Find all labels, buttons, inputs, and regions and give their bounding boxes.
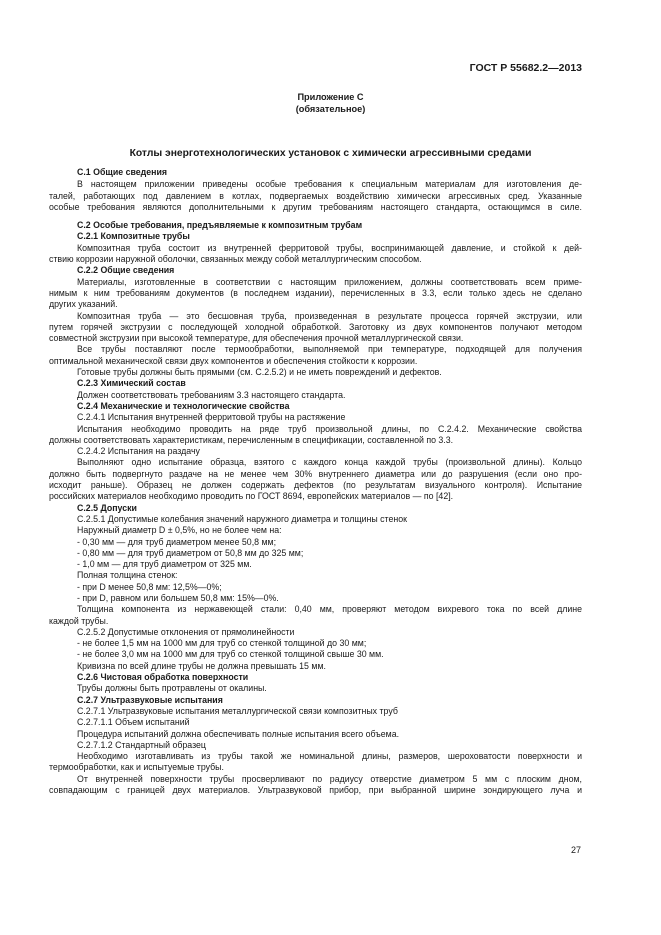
text-line: Трубы должны быть протравлены от окалины. — [77, 683, 267, 694]
body-text — [49, 167, 582, 796]
standard-header: ГОСТ Р 55682.2—2013 — [469, 62, 582, 74]
text-line: Полная толщина стенок: — [77, 570, 178, 581]
text-line: Наружный диаметр D ± 0,5%, но не более чем на: — [77, 525, 282, 536]
text-line: C.2.7.1 Ультразвуковые испытания металлургической связи композитных труб — [77, 705, 398, 716]
text-line: оптимальной механической связи двух компонентов и обеспечения стойкости к коррозии. — [49, 355, 418, 366]
text-line: Необходимо изготавливать из трубы такой же номинальной длины, размеров, шероховатости поверхности и — [77, 751, 582, 762]
text-line: Готовые трубы должны быть прямыми (см. С.2.5.2) и не иметь повреждений и дефектов. — [77, 367, 442, 378]
section-heading-line: C.2.1 Композитные трубы — [77, 231, 190, 242]
text-line: Процедура испытаний должна обеспечивать полные испытания всего объема. — [77, 728, 400, 739]
section-heading-line: C.2.6 Чистовая обработка поверхности — [77, 672, 249, 683]
section-heading-line: C.2.5 Допуски — [77, 502, 137, 513]
text-line: Выполняют одно испытание образца, взятого с каждого конца каждой трубы (произвольной длины). Кольцо — [77, 457, 582, 468]
text-line: C.2.7.1.2 Стандартный образец — [77, 739, 206, 750]
text-line: C.2.4.1 Испытания внутренней ферритовой трубы на растяжение — [77, 412, 346, 423]
text-line: должны соответствовать характеристикам, перечисленным в спецификации, составленной по 3.3. — [49, 434, 454, 445]
text-line: - 0,80 мм — для труб диаметром от 50,8 мм до 325 мм; — [77, 547, 304, 558]
text-line: - не более 1,5 мм на 1000 мм для труб со стенкой толщиной до 30 мм; — [77, 638, 367, 649]
text-line: - 1,0 мм — для труб диаметром от 325 мм. — [77, 559, 252, 570]
annex-type: (обязательное) — [295, 104, 366, 114]
text-line: особые требования являются дополнительными к другим требованиям настоящего стандарта, остающимся в силе. — [49, 201, 582, 212]
text-line: термообработки, как и испытуемые трубы. — [49, 762, 224, 773]
annex-title: Приложение С — [297, 92, 364, 102]
text-line: других указаний. — [49, 299, 118, 310]
text-line: Испытания необходимо проводить на ряде труб произвольной длины, по С.2.4.2. Механические свойства — [77, 423, 582, 434]
text-line: C.2.4.2 Испытания на раздачу — [77, 446, 200, 457]
text-line: нимым к ним требованиям документов (в последнем издании), перечисленных в 3.3, если только здесь не сделано — [49, 287, 582, 298]
text-line: совпадающим с границей двух материалов. Ультразвуковой прибор, при выбранной ширине зондирующего луча и — [49, 785, 582, 796]
text-line: совместной экструзии при высокой температуре, для обеспечения прочной металлургической связи. — [49, 333, 464, 344]
text-line: C.2.5.1 Допустимые колебания значений наружного диаметра и толщины стенок — [77, 513, 407, 524]
page-number: 27 — [570, 845, 581, 855]
text-line: - при D, равном или большем 50,8 мм: 15%—0%. — [77, 592, 279, 603]
section-heading-line: C.2.4 Механические и технологические свойства — [77, 400, 290, 411]
text-line: От внутренней поверхности трубы просверливают по радиусу отверстие диаметром 5 мм с плоским дном, — [77, 773, 582, 784]
text-line: путем горячей экструзии с последующей холодной обработкой. Заготовку из двух компонентов получают методом — [49, 321, 582, 332]
text-line: каждой трубы. — [49, 615, 109, 626]
text-line: должно быть подвергнуто раздаче на не менее чем 30% внутреннего диаметра или до разрушения (если оно про- — [49, 468, 582, 479]
section-heading-line: C.2.7 Ультразвуковые испытания — [77, 694, 223, 705]
text-line: В настоящем приложении приведены особые требования к специальным материалам для изготовления де- — [77, 179, 582, 190]
text-line: Должен соответствовать требованиям 3.3 настоящего стандарта. — [77, 389, 346, 400]
text-line: Кривизна по всей длине трубы не должна превышать 15 мм. — [77, 660, 326, 671]
text-line: ствию коррозии наружной оболочки, связанных между собой металлургическим способом. — [49, 254, 422, 265]
section-heading-line: C.2.3 Химический состав — [77, 378, 186, 389]
section-heading-line: C.2.2 Общие сведения — [77, 265, 175, 276]
text-line: - 0,30 мм — для труб диаметром менее 50,8 мм; — [77, 536, 277, 547]
text-line: Толщина компонента из нержавеющей стали: 0,40 мм, проверяют методом вихревого тока по всей длине — [77, 604, 582, 615]
text-line: Композитная труба — это бесшовная труба, произведенная в результате процесса горячей экструзии, или — [77, 310, 582, 321]
text-line: - при D менее 50,8 мм: 12,5%—0%; — [77, 581, 222, 592]
text-line: российских материалов необходимо проводить по ГОСТ 8694, европейских материалов — по [42]. — [49, 491, 454, 502]
section-title: Котлы энерготехнологических установок с химически агрессивными средами — [129, 148, 532, 159]
section-heading-line: C.2 Особые требования, предъявляемые к композитным трубам — [77, 220, 363, 231]
text-line: - не более 3,0 мм на 1000 мм для труб со стенкой толщиной свыше 30 мм. — [77, 649, 384, 660]
text-line: талей, работающих под давлением в котлах, подвергаемых воздействию химически агрессивных сред. Указанные — [49, 190, 582, 201]
text-line: Все трубы поставляют после термообработки, выполняемой при температуре, подходящей для получения — [77, 344, 582, 355]
section-heading-line: C.1 Общие сведения — [77, 167, 167, 177]
text-line: Композитная труба состоит из внутренней ферритовой трубы, воспринимающей давление, и стойкой к дей- — [77, 242, 582, 253]
text-line: C.2.5.2 Допустимые отклонения от прямолинейности — [77, 626, 295, 637]
text-line: исходит раньше). Образец не должен содержать дефектов (по результатам визуального контроля). Испытание — [49, 480, 582, 491]
text-line: Материалы, изготовленные в соответствии с настоящим приложением, должны соответствовать всем приме- — [77, 276, 582, 287]
text-line: C.2.7.1.1 Объем испытаний — [77, 717, 190, 728]
